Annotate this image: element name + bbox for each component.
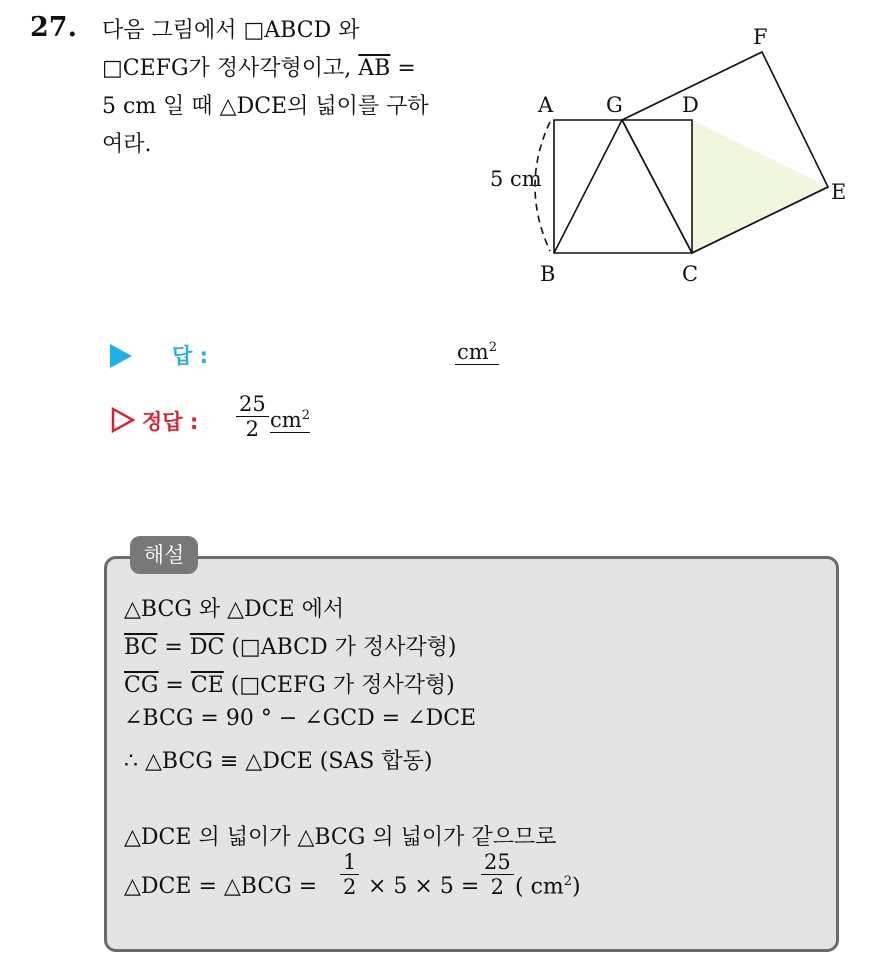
segment-cg: $\overline{CG}$ — [124, 673, 159, 698]
solution-unit-text: ( cm — [515, 874, 564, 900]
solution-line-2 — [124, 630, 824, 661]
question-line-4: 여라. — [102, 132, 152, 157]
correct-unit-text: cm — [270, 408, 302, 432]
solution-line-3 — [124, 668, 824, 699]
label-b: B — [540, 262, 556, 286]
side-length-label: 5 cm — [490, 167, 542, 191]
solution-line-3-eq: = — [158, 673, 191, 698]
question-line-2 — [102, 50, 472, 88]
play-outline-icon — [110, 406, 136, 434]
solution-line-1: △BCG 와 △DCE 에서 — [124, 597, 345, 622]
correct-answer-row — [108, 392, 408, 456]
solution-eq-left: △DCE = △BCG = — [124, 874, 318, 899]
solution-line-2-eq: = — [157, 635, 190, 660]
segment-cg — [622, 120, 692, 253]
solution-unit-close: ) — [572, 874, 581, 900]
play-icon — [110, 344, 132, 368]
geometry-figure — [470, 15, 870, 295]
correct-answer-fraction — [236, 392, 269, 441]
half-denominator: 2 — [340, 874, 359, 899]
segment-dc: $\overline{DC}$ — [189, 635, 225, 660]
correct-denominator: 2 — [236, 416, 269, 441]
question-line-1: 다음 그림에서 □ABCD 와 — [102, 18, 360, 43]
label-f: F — [753, 25, 768, 49]
solution-line-4: ∠BCG = 90 ° − ∠GCD = ∠DCE — [124, 706, 477, 731]
solution-fraction-result — [481, 850, 514, 899]
question-line-2-text: □CEFG가 정사각형이고, — [102, 56, 352, 81]
question-line-2-eq: = — [390, 56, 416, 81]
result-denominator: 2 — [481, 874, 514, 899]
solution-unit-exponent: 2 — [563, 874, 573, 889]
shaded-triangle-dce — [692, 120, 828, 253]
label-a: A — [538, 93, 554, 117]
question-text — [102, 12, 472, 164]
label-d: D — [682, 93, 699, 117]
result-numerator: 25 — [484, 850, 511, 874]
solution-line-5: ∴ △BCG ≡ △DCE (SAS 합동) — [124, 749, 433, 774]
solution-tag: 해설 — [130, 536, 198, 574]
solution-eq-middle: × 5 × 5 = — [368, 874, 480, 899]
answer-unit-exponent: 2 — [488, 340, 497, 355]
half-numerator: 1 — [343, 850, 357, 874]
answer-label: 답 : — [172, 344, 208, 368]
segment-bc: $\overline{BC}$ — [124, 635, 158, 660]
segment-ab: $\overline{AB}$ — [358, 56, 391, 81]
correct-unit-exponent: 2 — [301, 408, 310, 423]
solution-line-6: △DCE 의 넓이가 △BCG 의 넓이가 같으므로 — [124, 825, 557, 850]
question-line-3: 5 cm 일 때 △DCE의 넓이를 구하 — [102, 94, 429, 119]
segment-ce: $\overline{CE}$ — [190, 673, 224, 698]
label-e: E — [831, 180, 847, 204]
solution-fraction-half — [340, 850, 359, 899]
answer-unit-text: cm — [457, 340, 489, 364]
answer-row — [110, 336, 530, 376]
label-c: C — [682, 262, 699, 286]
question-number: 27. — [30, 12, 77, 43]
label-g: G — [606, 93, 623, 117]
solution-eq-unit — [515, 874, 615, 899]
correct-numerator: 25 — [239, 392, 266, 416]
solution-line-2-reason: (□ABCD 가 정사각형) — [224, 635, 457, 660]
square-abcd — [554, 120, 692, 253]
correct-answer-unit — [270, 408, 310, 433]
segment-bg — [554, 120, 622, 253]
correct-answer-label: 정답 : — [142, 410, 199, 434]
answer-unit — [455, 340, 499, 365]
solution-line-3-reason: (□CEFG 가 정사각형) — [223, 673, 455, 698]
